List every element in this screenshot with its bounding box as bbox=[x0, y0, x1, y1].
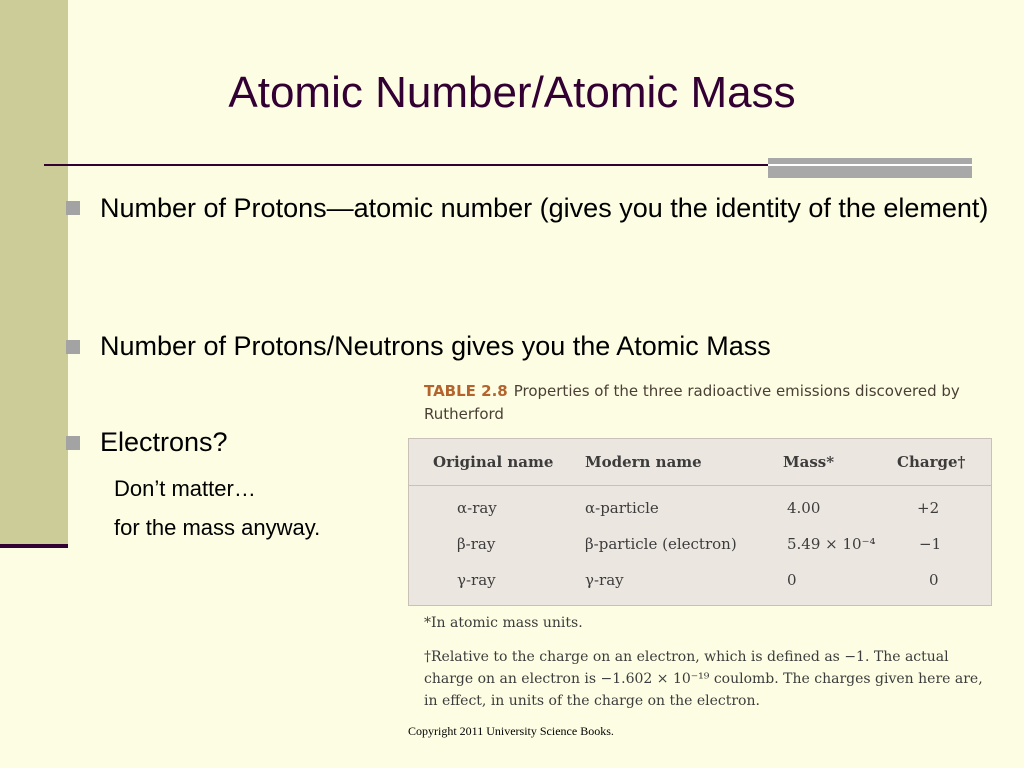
slide-title bbox=[0, 68, 1024, 118]
table-cell: γ-ray bbox=[585, 571, 624, 589]
bullet-square-icon bbox=[66, 340, 80, 354]
table-cell: α-particle bbox=[585, 499, 659, 517]
table-cell: −1 bbox=[919, 535, 942, 553]
properties-table bbox=[408, 438, 992, 606]
table-cell: 0 bbox=[929, 571, 939, 589]
bullet-3: Electrons? bbox=[100, 427, 228, 457]
bullet-square-icon bbox=[66, 201, 80, 215]
table-header-divider bbox=[409, 485, 991, 486]
sub-bullet-2: for the mass anyway. bbox=[114, 515, 321, 540]
bullet-square-icon bbox=[66, 436, 80, 450]
table-cell: 5.49 × 10⁻⁴ bbox=[787, 535, 876, 553]
table-cell: +2 bbox=[917, 499, 940, 517]
table-cell: 4.00 bbox=[787, 499, 821, 517]
table-footnote-charge: †Relative to the charge on an electron, which is defined as −1. The actual charge on an electron is −1.602 × 10⁻¹⁹ coulomb. The charges given here are, in effect, in units of the charge on the electron. bbox=[424, 649, 983, 709]
title-rule-accent-line bbox=[768, 164, 972, 166]
table-cell: β-particle (electron) bbox=[585, 535, 737, 553]
table-header-original-name: Original name bbox=[433, 453, 554, 471]
table-cell: β-ray bbox=[457, 535, 496, 553]
table-caption-text: Properties of the three radioactive emissions discovered by Rutherford bbox=[424, 382, 960, 423]
table-header-charge: Charge† bbox=[897, 453, 966, 471]
bullet-1: Number of Protons—atomic number (gives you the identity of the element) bbox=[100, 193, 989, 223]
copyright-notice: Copyright 2011 University Science Books. bbox=[408, 724, 614, 738]
sub-bullet-1: Don’t matter… bbox=[114, 476, 256, 501]
table-number: TABLE 2.8 bbox=[424, 382, 508, 400]
table-cell: 0 bbox=[787, 571, 797, 589]
title-rule-accent bbox=[768, 158, 972, 178]
table-caption bbox=[424, 380, 984, 426]
table-cell: γ-ray bbox=[457, 571, 496, 589]
slide-title-text: Atomic Number/Atomic Mass bbox=[228, 68, 796, 117]
table-header-mass: Mass* bbox=[783, 453, 835, 471]
bullet-2: Number of Protons/Neutrons gives you the Atomic Mass bbox=[100, 331, 771, 361]
table-figure bbox=[408, 378, 1008, 718]
table-cell: α-ray bbox=[457, 499, 497, 517]
table-header-modern-name: Modern name bbox=[585, 453, 702, 471]
left-decor-line bbox=[0, 544, 68, 548]
table-footnote-mass: *In atomic mass units. bbox=[424, 615, 583, 631]
